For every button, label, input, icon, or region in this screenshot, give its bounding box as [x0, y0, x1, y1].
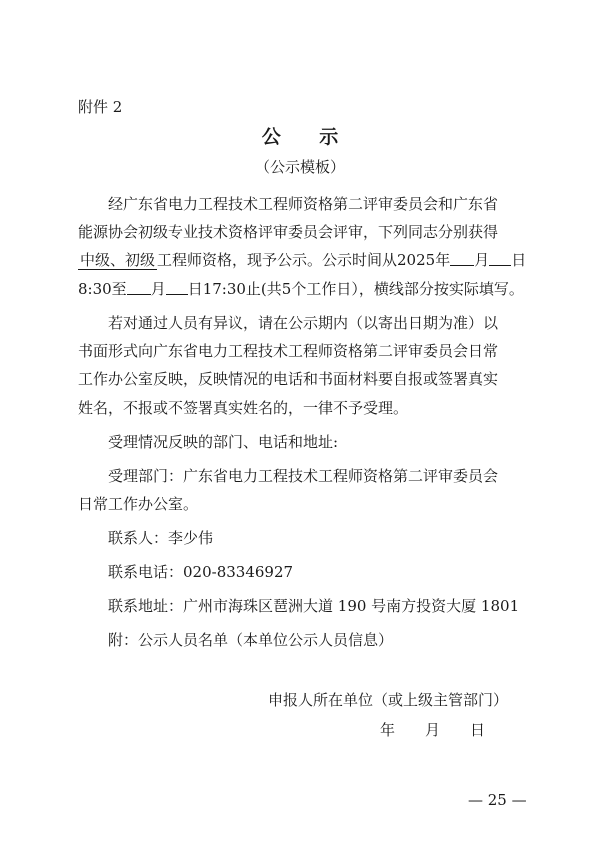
para1-line3-text: 工程师资格，现予公示。公示时间从2025年	[157, 251, 451, 269]
end-month-blank	[127, 279, 151, 295]
contact-address: 联系地址：广州市海珠区琶洲大道 190 号南方投资大厦 1801	[108, 597, 520, 615]
contact-phone: 联系电话：020-83346927	[108, 563, 294, 581]
attachment-label: 附件 2	[78, 98, 123, 116]
page-title: 公 示	[261, 126, 355, 148]
day-label: 日	[511, 251, 527, 269]
qualification-level-underlined: 中级、初级	[80, 251, 156, 269]
para2-line2: 书面形式向广东省电力工程技术工程师资格第二评审委员会日常	[78, 342, 499, 360]
department-line1: 受理部门：广东省电力工程技术工程师资格第二评审委员会	[108, 467, 499, 485]
para1-line4	[78, 279, 524, 299]
end-time-text: 日17:30止(共5个工作日），横线部分按实际填写。	[187, 280, 524, 298]
para2-line4: 姓名，不报或不签署真实姓名的，一律不予受理。	[78, 399, 409, 417]
signature-unit: 申报人所在单位（或上级主管部门）	[268, 691, 509, 709]
page-subtitle: （公示模板）	[254, 158, 345, 176]
para1-line3	[78, 250, 526, 270]
para2-line1: 若对通过人员有异议，请在公示期内（以寄出日期为准）以	[108, 314, 499, 332]
attachment-note: 附：公示人员名单（本单位公示人员信息）	[108, 631, 394, 649]
day-blank	[489, 250, 511, 266]
end-day-blank	[166, 279, 188, 295]
start-time: 8:30至	[78, 280, 127, 298]
para2-line3: 工作办公室反映，反映情况的电话和书面材料要自报或签署真实	[78, 370, 499, 388]
end-month-label: 月	[150, 280, 166, 298]
para1-line2: 能源协会初级专业技术资格评审委员会评审，下列同志分别获得	[78, 223, 499, 241]
month-label: 月	[474, 251, 490, 269]
department-line2: 日常工作办公室。	[78, 495, 199, 513]
page-number: — 25 —	[468, 791, 527, 809]
signature-date: 年 月 日	[380, 721, 486, 739]
contact-person: 联系人：李少伟	[108, 529, 214, 547]
month-blank	[450, 250, 474, 266]
contact-intro: 受理情况反映的部门、电话和地址:	[108, 433, 339, 451]
para1-line1: 经广东省电力工程技术工程师资格第二评审委员会和广东省	[108, 195, 499, 213]
